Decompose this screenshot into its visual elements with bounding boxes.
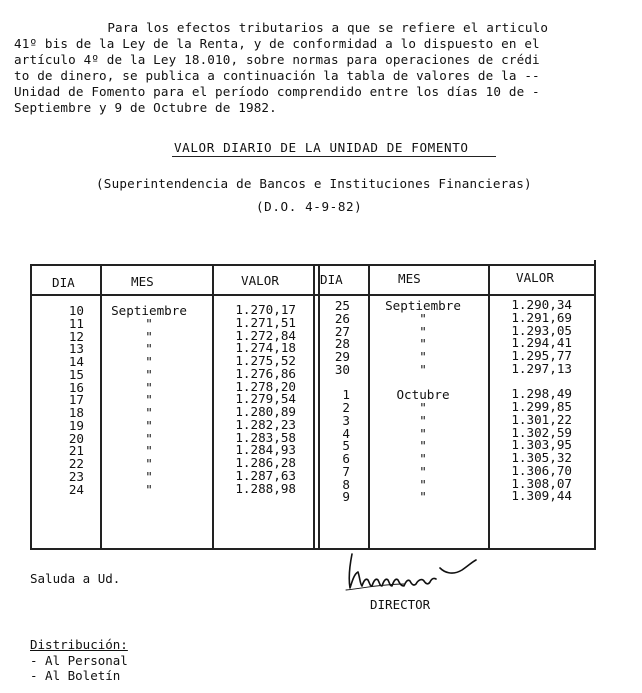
cell-mes: Octubre [396, 387, 450, 403]
cell-dia: 1 [342, 387, 350, 403]
cell-mes: " [145, 468, 153, 484]
intro-line: Septiembre y 9 de Octubre de 1982. [14, 100, 277, 115]
cell-dia: 29 [334, 349, 350, 364]
cell-valor: 1.271,51 [235, 314, 296, 330]
cell-mes: " [145, 354, 153, 369]
cell-valor: 1.299,85 [511, 399, 572, 414]
cell-mes: " [145, 481, 153, 497]
cell-dia: 30 [334, 361, 350, 377]
cell-mes: " [419, 310, 427, 326]
cell-dia: 23 [68, 468, 84, 484]
cell-dia: 18 [68, 405, 84, 420]
cell-dia: 24 [68, 481, 84, 497]
closing-greeting: Saluda a Ud. [30, 571, 121, 586]
header-dia: DIA [320, 272, 343, 287]
cell-valor: 1.286,28 [235, 455, 296, 470]
cell-dia: 4 [342, 425, 350, 441]
cell-mes: " [419, 438, 427, 454]
distribution-item: - Al Boletín [30, 668, 121, 683]
cell-valor: 1.279,54 [235, 391, 296, 407]
header-valor: VALOR [516, 270, 554, 285]
cell-dia: 2 [342, 400, 350, 415]
cell-dia: 26 [334, 310, 350, 326]
cell-dia: 16 [68, 379, 84, 395]
cell-mes: " [145, 405, 153, 420]
cell-valor: 1.294,41 [511, 335, 572, 351]
cell-dia: 15 [68, 366, 84, 382]
cell-dia: 22 [68, 456, 84, 471]
cell-valor: 1.287,63 [235, 467, 296, 483]
cell-valor: 1.283,58 [235, 429, 296, 445]
cell-valor: 1.308,07 [511, 475, 572, 491]
cell-valor: 1.302,59 [511, 424, 572, 440]
cell-mes: " [145, 341, 153, 357]
cell-mes: " [419, 476, 427, 492]
cell-mes: " [419, 463, 427, 479]
cell-dia: 5 [342, 438, 350, 454]
cell-dia: 13 [68, 341, 84, 357]
table-left-border [30, 264, 32, 549]
cell-mes: " [419, 361, 427, 377]
cell-mes: " [145, 315, 153, 331]
cell-dia: 20 [68, 430, 84, 446]
cell-dia: 12 [68, 328, 84, 344]
cell-mes: Septiembre [111, 303, 187, 318]
cell-dia: 3 [342, 412, 350, 428]
cell-valor: 1.301,22 [511, 411, 572, 427]
cell-valor: 1.282,23 [235, 416, 296, 432]
cell-mes: " [145, 392, 153, 408]
cell-dia: 6 [342, 451, 350, 466]
header-valor: VALOR [241, 273, 279, 288]
cell-valor: 1.288,98 [235, 480, 296, 496]
cell-dia: 11 [68, 315, 84, 331]
cell-mes: " [419, 323, 427, 339]
cell-valor: 1.297,13 [511, 360, 572, 376]
cell-dia: 25 [334, 298, 350, 313]
document-title: VALOR DIARIO DE LA UNIDAD DE FOMENTO [174, 140, 469, 155]
cell-dia: 10 [68, 303, 84, 318]
cell-mes: " [145, 430, 153, 446]
publication-date: (D.O. 4-9-82) [256, 199, 363, 214]
cell-valor: 1.284,93 [235, 442, 296, 458]
cell-mes: " [145, 328, 153, 344]
cell-mes: " [145, 366, 153, 382]
cell-mes: " [419, 336, 427, 352]
cell-dia: 7 [342, 463, 350, 479]
header-dia: DIA [52, 275, 75, 290]
cell-valor: 1.298,49 [511, 386, 572, 402]
cell-mes: " [145, 379, 153, 395]
cell-mes: " [419, 412, 427, 428]
cell-valor: 1.291,69 [511, 309, 572, 325]
title-underline [172, 156, 496, 157]
cell-dia: 8 [342, 476, 350, 492]
cell-dia: 28 [334, 336, 350, 352]
cell-dia: 14 [68, 354, 84, 369]
distribution-item: - Al Personal [30, 653, 128, 668]
intro-line: Unidad de Fomento para el período comprendido entre los días 10 de - [14, 84, 540, 99]
cell-valor: 1.270,17 [235, 302, 296, 317]
table-right-border [594, 260, 596, 549]
cell-mes: " [419, 349, 427, 364]
header-mes: MES [131, 274, 154, 289]
cell-valor: 1.295,77 [511, 348, 572, 363]
header-mes: MES [398, 271, 421, 286]
handwritten-signature [344, 548, 484, 596]
cell-valor: 1.278,20 [235, 378, 296, 394]
cell-mes: " [419, 400, 427, 415]
intro-line: to de dinero, se publica a continuación la tabla de valores de la -- [14, 68, 540, 83]
cell-mes: Septiembre [385, 298, 461, 313]
intro-line: artículo 4º de la Ley 18.010, sobre normas para operaciones de crédi [14, 52, 540, 67]
cell-mes: " [419, 489, 427, 505]
cell-mes: " [419, 425, 427, 441]
intro-line: Para los efectos tributarios a que se refiere el articulo [30, 20, 549, 35]
cell-valor: 1.280,89 [235, 404, 296, 419]
cell-mes: " [145, 417, 153, 433]
signer-title: DIRECTOR [370, 597, 431, 612]
cell-dia: 21 [68, 443, 84, 459]
cell-valor: 1.276,86 [235, 365, 296, 381]
cell-valor: 1.306,70 [511, 462, 572, 478]
distribution-heading: Distribución: [30, 637, 128, 652]
cell-valor: 1.274,18 [235, 340, 296, 356]
cell-valor: 1.309,44 [511, 488, 572, 504]
cell-valor: 1.305,32 [511, 450, 572, 465]
cell-dia: 9 [342, 489, 350, 505]
cell-dia: 19 [68, 417, 84, 433]
cell-mes: " [145, 456, 153, 471]
cell-valor: 1.272,84 [235, 327, 296, 343]
cell-valor: 1.290,34 [511, 297, 572, 312]
cell-mes: " [145, 443, 153, 459]
cell-dia: 17 [68, 392, 84, 408]
cell-valor: 1.303,95 [511, 437, 572, 453]
cell-valor: 1.293,05 [511, 322, 572, 338]
cell-valor: 1.275,52 [235, 353, 296, 368]
document-subtitle: (Superintendencia de Bancos e Instituciones Financieras) [96, 176, 532, 191]
cell-mes: " [419, 451, 427, 466]
cell-dia: 27 [334, 323, 350, 339]
intro-line: 41º bis de la Ley de la Renta, y de conformidad a lo dispuesto en el [14, 36, 540, 51]
